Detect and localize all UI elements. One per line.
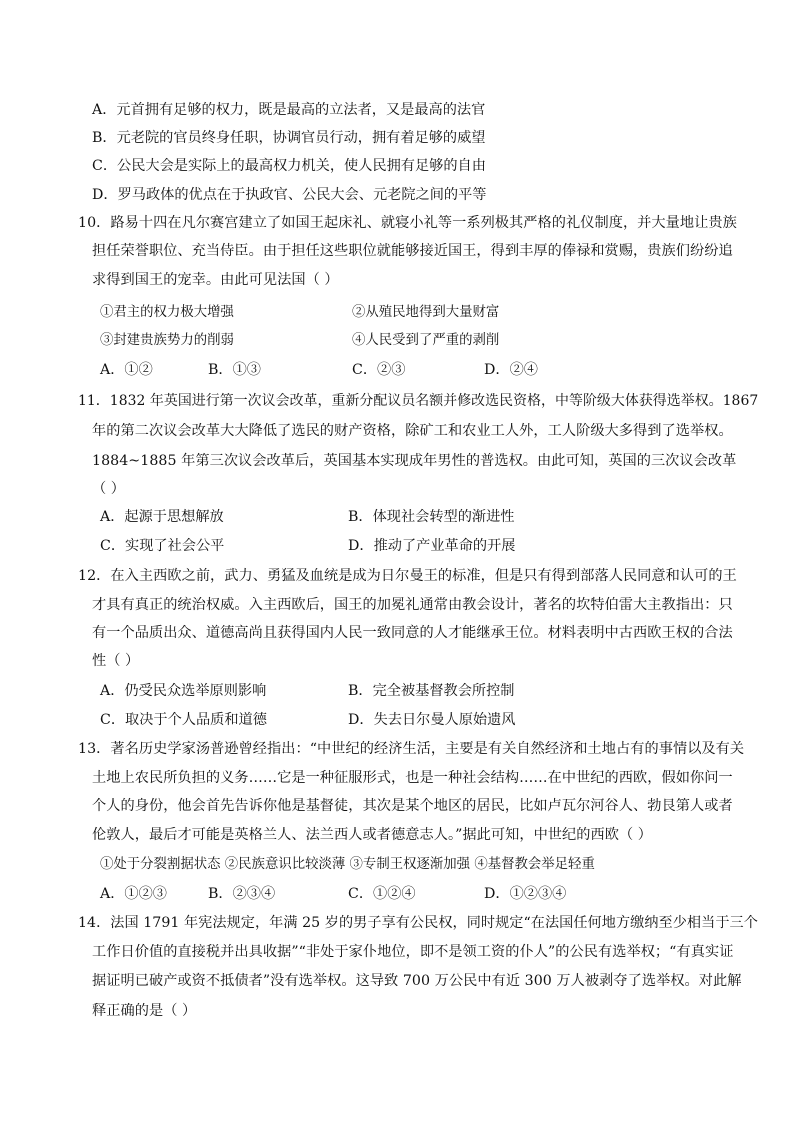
q10-choice-a: A．①② [100,362,153,378]
q11-stem-line: 年的第二次议会改革大大降低了选民的财产资格，除矿工和农业工人外，工人阶级大多得到了选举权。 [92,423,733,439]
q14-stem-line: 释正确的是（ ） [92,1003,197,1019]
q11-stem-line: 11．1832 年英国进行第一次议会改革，重新分配议员名额并修改选民资格，中等阶级大体获得选举权。1867 [78,393,759,409]
q11-stem-line: 1884~1885 年第三次议会改革后，英国基本实现成年男性的普选权。由此可知，英国的三次议会改革 [92,453,737,469]
q10-item-3: ③封建贵族势力的削弱 [100,333,234,348]
q9-option-b: B．元老院的官员终身任职，协调官员行动，拥有着足够的威望 [92,130,486,146]
q9-option-c: C．公民大会是实际上的最高权力机关，使人民拥有足够的自由 [92,158,486,174]
q10-stem-line: 10．路易十四在凡尔赛宫建立了如国王起床礼、就寝小礼等一系列极其严格的礼仪制度，并大量地让贵族 [78,215,737,231]
q11-stem-line: （ ） [92,481,126,497]
q14-stem-line: 据证明已破产或资不抵债者”没有选举权。这导致 700 万公民中有近 300 万人被剥夺了选举权。对此解 [92,973,742,989]
q10-choice-d: D．②④ [484,362,538,378]
q13-items: ①处于分裂割据状态 ②民族意识比较淡薄 ③专制王权逐渐加强 ④基督教会举足轻重 [100,857,595,872]
q12-option-d: D．失去日尔曼人原始遗风 [348,712,516,728]
q13-choice-d: D．①②③④ [484,886,567,902]
q12-stem-line: 12．在入主西欧之前，武力、勇猛及血统是成为日尔曼王的标准，但是只有得到部落人民同意和认可的王 [78,568,737,584]
q12-option-c: C．取决于个人品质和道德 [100,712,267,728]
q14-stem-line: 工作日价值的直接税并出具收据”“非处于家仆地位，即不是领工资的仆人”的公民有选举权；“有真实证 [92,944,734,960]
q10-stem-line: 求得到国王的宠幸。由此可见法国（ ） [92,272,339,288]
q12-stem-line: 才具有真正的统治权威。入主西欧后，国王的加冕礼通常由教会设计，著名的坎特伯雷大主教指出：只 [92,597,733,613]
q9-option-a: A．元首拥有足够的权力，既是最高的立法者，又是最高的法官 [92,102,486,118]
q10-item-2: ②从殖民地得到大量财富 [352,305,500,320]
q11-option-b: B．体现社会转型的渐进性 [348,509,515,525]
q11-option-d: D．推动了产业革命的开展 [348,538,516,554]
q11-option-c: C．实现了社会公平 [100,538,225,554]
q10-item-4: ④人民受到了严重的剥削 [352,333,500,348]
q11-option-a: A．起源于思想解放 [100,509,224,525]
q10-stem-line: 担任荣誉职位、充当侍臣。由于担任这些职位就能够接近国王，得到丰厚的俸禄和赏赐，贵族们纷纷追 [92,243,733,259]
q12-option-b: B．完全被基督教会所控制 [348,683,515,699]
q13-choice-c: C．①②④ [348,886,416,902]
q10-choice-b: B．①③ [208,362,261,378]
q12-option-a: A．仍受民众选举原则影响 [100,683,267,699]
q10-item-1: ①君主的权力极大增强 [100,305,234,320]
q13-choice-a: A．①②③ [100,886,167,902]
q9-option-d: D．罗马政体的优点在于执政官、公民大会、元老院之间的平等 [92,187,487,203]
q13-stem-line: 个人的身份，他会首先告诉你他是基督徒，其次是某个地区的居民，比如卢瓦尔河谷人、勃艮第人或者 [92,798,733,814]
q13-choice-b: B．②③④ [208,886,276,902]
q10-choice-c: C．②③ [352,362,406,378]
q13-stem-line: 土地上农民所负担的义务……它是一种征服形式，也是一种社会结构……在中世纪的西欧，假如你问一 [92,770,733,786]
q13-stem-line: 13．著名历史学家汤普逊曾经指出：“中世纪的经济生活，主要是有关自然经济和土地占有的事情以及有关 [78,741,745,757]
q13-stem-line: 伦敦人，最后才可能是英格兰人、法兰西人或者德意志人。”据此可知，中世纪的西欧（ ） [92,827,653,843]
q14-stem-line: 14．法国 1791 年宪法规定，年满 25 岁的男子享有公民权，同时规定“在法国任何地方缴纳至少相当于三个 [78,915,758,931]
q12-stem-line: 性（ ） [92,653,140,669]
q12-stem-line: 有一个品质出众、道德高尚且获得国内人民一致同意的人才能继承王位。材料表明中古西欧王权的合法 [92,625,733,641]
